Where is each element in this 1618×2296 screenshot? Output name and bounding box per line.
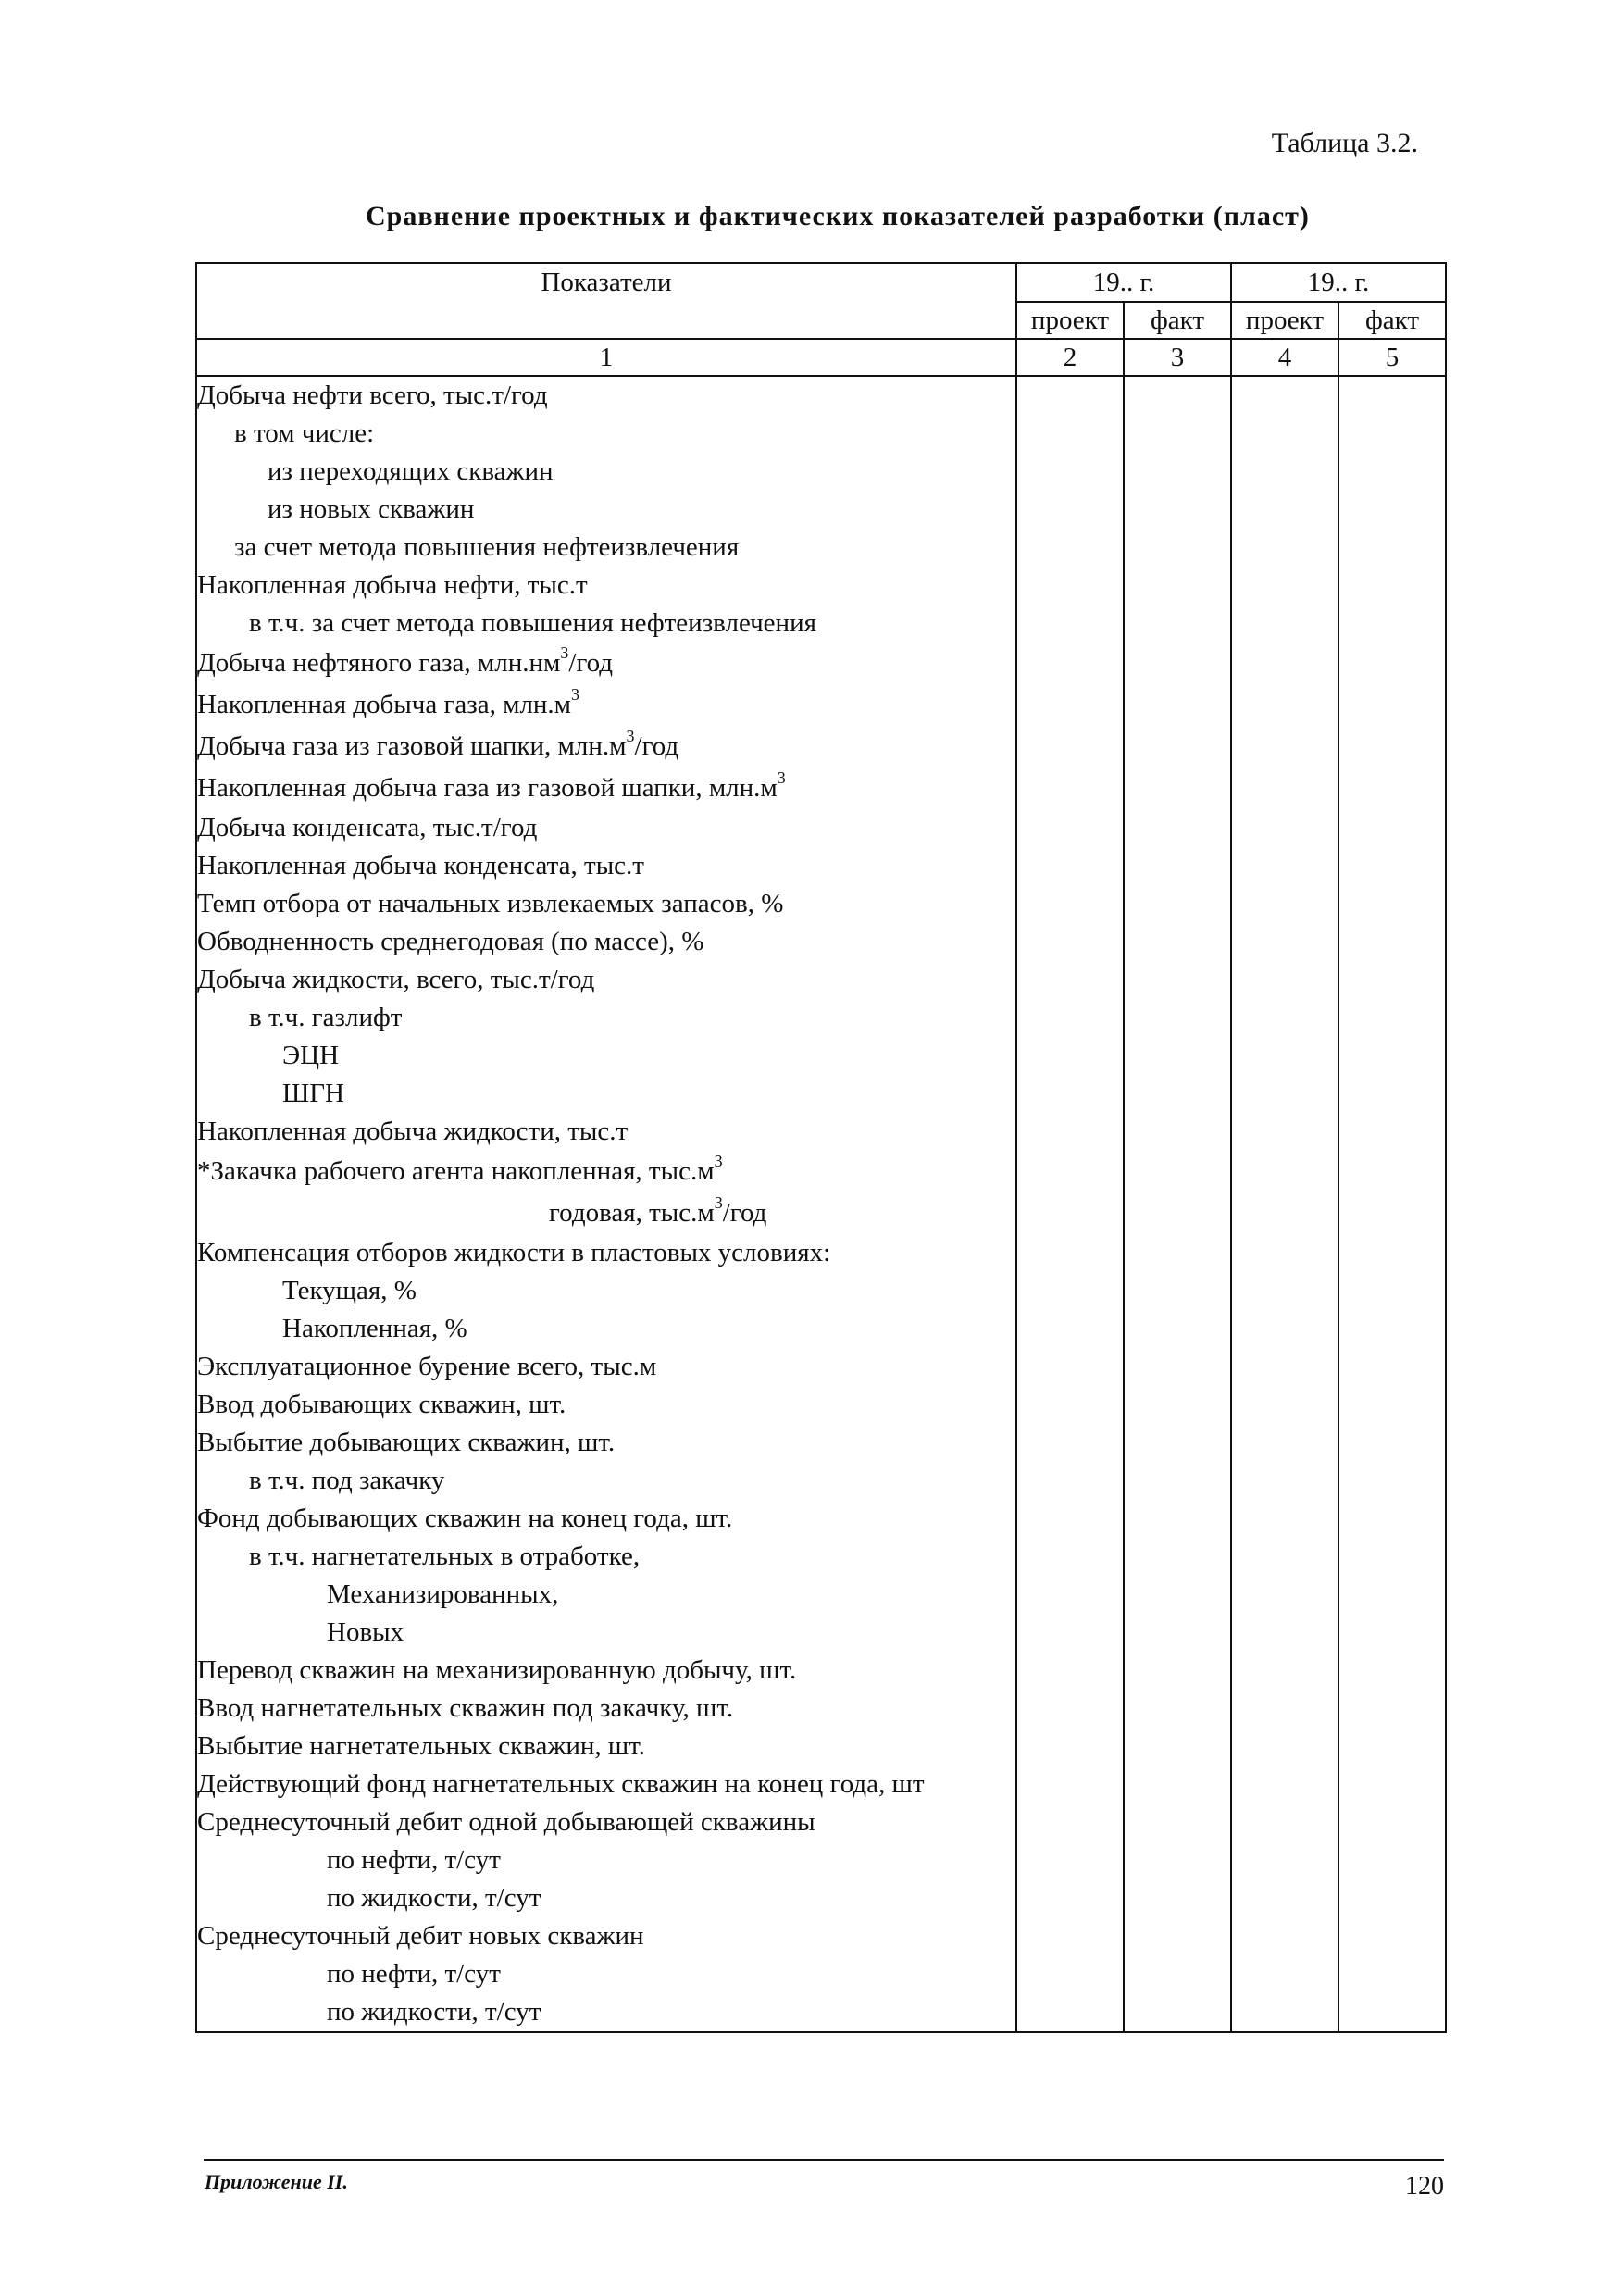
subheader-fact: факт (1124, 302, 1231, 339)
indicator-row (197, 1192, 1015, 1234)
indicator-row: в т.ч. нагнетательных в отработке, (249, 1541, 641, 1571)
indicator-row: по нефти, т/сут (327, 1845, 501, 1875)
indicator-row: в т.ч. газлифт (249, 1003, 403, 1032)
indicator-row: из новых скважин (268, 494, 475, 524)
column-number: 4 (1231, 339, 1338, 376)
indicator-text: Добыча газа из газовой шапки, млн.м (197, 731, 627, 761)
footer-divider (204, 2159, 1444, 2161)
indicator-row (197, 1151, 1015, 1192)
indicator-row (197, 726, 1015, 767)
indicator-row: Выбытие нагнетательных скважин, шт. (197, 1731, 645, 1761)
footer-appendix: Приложение II. (205, 2170, 348, 2193)
page-number: 120 (1405, 2172, 1444, 2201)
indicator-row: за счет метода повышения нефтеизвлечения (234, 532, 740, 562)
indicator-row (197, 643, 1015, 684)
subheader-fact: факт (1338, 302, 1446, 339)
superscript: 3 (777, 768, 786, 787)
superscript: 3 (571, 685, 580, 704)
comparison-table (195, 262, 1447, 2033)
indicator-row: в том числе: (234, 418, 375, 448)
indicator-text: годовая, тыс.м (549, 1198, 715, 1228)
indicator-text: Накопленная добыча газа из газовой шапки, млн.м (197, 773, 778, 803)
indicator-row: Накопленная, % (282, 1314, 467, 1343)
value-column-fact-2 (1338, 376, 1446, 2032)
superscript: 3 (714, 1152, 723, 1170)
indicator-row: Ввод нагнетательных скважин под закачку, шт. (197, 1693, 734, 1723)
indicator-row: Действующий фонд нагнетательных скважин на конец года, шт (197, 1769, 925, 1799)
superscript: 3 (714, 1193, 723, 1212)
indicator-row: Накопленная добыча жидкости, тыс.т (197, 1117, 629, 1146)
header-row-column-numbers (196, 339, 1446, 376)
indicator-row: из переходящих скважин (268, 456, 554, 486)
indicator-row: Текущая, % (282, 1276, 417, 1305)
year-group-2: 19.. г. (1231, 263, 1446, 302)
superscript: 3 (560, 643, 569, 662)
indicator-row: Новых (327, 1617, 404, 1647)
indicator-row: в т.ч. под закачку (249, 1466, 445, 1495)
indicator-row: Темп отбора от начальных извлекаемых запасов, % (197, 889, 784, 918)
indicator-row: по жидкости, т/сут (327, 1883, 541, 1913)
document-title: Сравнение проектных и фактических показателей разработки (пласт) (366, 201, 1310, 231)
indicator-unit: /год (634, 731, 679, 761)
indicator-row: Добыча нефти всего, тыс.т/год (197, 381, 548, 410)
indicator-row: по нефти, т/сут (327, 1959, 501, 1989)
indicator-text: Накопленная добыча газа, млн.м (197, 690, 572, 719)
indicator-row: Обводненность среднегодовая (по массе), % (197, 927, 704, 956)
column-number: 3 (1124, 339, 1231, 376)
table-number: Таблица 3.2. (1271, 128, 1418, 158)
year-group-1: 19.. г. (1016, 263, 1231, 302)
indicator-row: Механизированных, (327, 1579, 559, 1609)
indicator-text: *Закачка рабочего агента накопленная, тыс.м (197, 1156, 715, 1186)
indicator-row: Накопленная добыча конденсата, тыс.т (197, 851, 644, 880)
indicator-row: Эксплуатационное бурение всего, тыс.м (197, 1352, 657, 1381)
indicator-row: Перевод скважин на механизированную добычу, шт. (197, 1655, 797, 1685)
indicator-row: Добыча жидкости, всего, тыс.т/год (197, 965, 595, 994)
value-column-fact-1 (1124, 376, 1231, 2032)
indicator-row: Компенсация отборов жидкости в пластовых условиях: (197, 1238, 831, 1267)
column-number: 2 (1016, 339, 1124, 376)
indicator-row: Среднесуточный дебит новых скважин (197, 1921, 644, 1951)
indicator-row: Добыча конденсата, тыс.т/год (197, 813, 538, 842)
indicator-row (197, 684, 1015, 726)
value-column-project-2 (1231, 376, 1338, 2032)
column-number: 1 (196, 339, 1016, 376)
indicator-unit: /год (722, 1198, 767, 1228)
indicator-row (197, 767, 1015, 809)
indicator-row: Ввод добывающих скважин, шт. (197, 1390, 566, 1419)
indicator-row: ЭЦН (282, 1041, 340, 1070)
table-body-row (196, 376, 1446, 2032)
indicator-row: Фонд добывающих скважин на конец года, шт. (197, 1504, 733, 1533)
value-column-project-1 (1016, 376, 1124, 2032)
column-number: 5 (1338, 339, 1446, 376)
indicator-row: в т.ч. за счет метода повышения нефтеизвлечения (249, 608, 816, 638)
indicator-row: Среднесуточный дебит одной добывающей скважины (197, 1807, 815, 1837)
indicator-row: по жидкости, т/сут (327, 1997, 541, 2027)
header-row-years (196, 263, 1446, 302)
indicator-unit: /год (568, 648, 614, 678)
indicator-list (196, 376, 1016, 2032)
subheader-project: проект (1231, 302, 1338, 339)
indicator-row: Выбытие добывающих скважин, шт. (197, 1428, 616, 1457)
indicator-header: Показатели (196, 263, 1016, 339)
indicator-row: Накопленная добыча нефти, тыс.т (197, 570, 588, 600)
superscript: 3 (626, 727, 635, 745)
indicator-row: ШГН (282, 1079, 344, 1108)
indicator-text: Добыча нефтяного газа, млн.нм (197, 648, 561, 678)
subheader-project: проект (1016, 302, 1124, 339)
